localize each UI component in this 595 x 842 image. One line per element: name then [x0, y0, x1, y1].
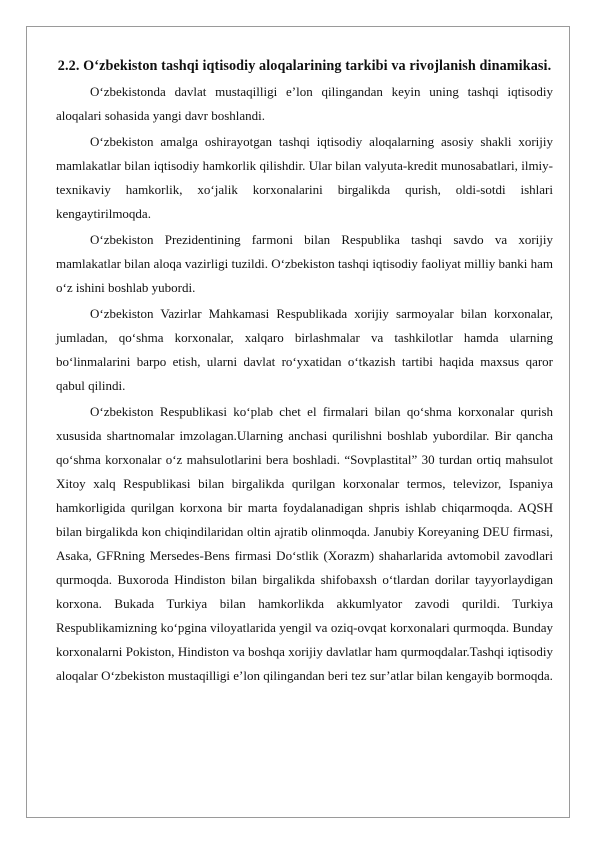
paragraph-5: O‘zbekiston Respublikasi ko‘plab chet el firmalari bilan qo‘shma korxonalar qurish xususida shartnomalar imzolagan.Ularning anchasi qurilishni boshlab yubordilar. Bir qancha qo‘shma korxonalar o‘z mahsulotlarini bera boshladi. “Sovplastital” 30 turdan ortiq mahsulot Xitoy xalq Respublikasi bilan birgalikda qurilgan korxonalar termos, televizor, Ispaniya hamkorligida qurilgan korxona bir marta foydalanadigan shpris ishlab chiqarmoqda. AQSH bilan birgalikda kon chiqindilaridan oltin ajratib olinmoqda. Janubiy Koreyaning DEU firmasi, Asaka, GFRning Mersedes-Bens firmasi Do‘stlik (Xorazm) shaharlarida avtomobil zavodlari qurmoqda. Buxoroda Hindiston bilan birgalikda shifobaxsh o‘tlardan dorilar tayyorlaydigan korxona. Bukada Turkiya bilan hamkorlikda akkumlyator zavodi qurildi. Turkiya Respublikamizning ko‘pgina viloyatlarida yengil va oziq-ovqat korxonalari qurmoqda. Bunday korxonalarni Pokiston, Hindiston va boshqa xorijiy davlatlar ham qurmoqdalar.Tashqi iqtisodiy aloqalar O‘zbekiston mustaqilligi e’lon qilingandan beri tez sur’atlar bilan kengayib bormoqda. [56, 404, 553, 683]
paragraph-1: O‘zbekistonda davlat mustaqilligi e’lon qilingandan keyin uning tashqi iqtisodiy aloqalari sohasida yangi davr boshlandi. [56, 84, 553, 123]
document-body [56, 54, 553, 690]
paragraph-4: O‘zbekiston Vazirlar Mahkamasi Respublikada xorijiy sarmoyalar bilan korxonalar, jumladan, qo‘shma korxonalar, xalqaro birlashmalar va tashkilotlar hamda ularning bo‘linmalarini barpo etish, ularni davlat ro‘yxatidan o‘tkazish tartibi haqida maxsus qaror qabul qilindi. [56, 306, 553, 393]
paragraph-3: O‘zbekiston Prezidentining farmoni bilan Respublika tashqi savdo va xorijiy mamlakatlar bilan aloqa vazirligi tuzildi. O‘zbekiston tashqi iqtisodiy faoliyat milliy banki ham o‘z ishini boshlab yubordi. [56, 232, 553, 295]
section-heading: 2.2. O‘zbekiston tashqi iqtisodiy aloqalarining tarkibi va rivojlanish dinamikasi. [57, 58, 552, 74]
paragraph-2: O‘zbekiston amalga oshirayotgan tashqi iqtisodiy aloqalarning asosiy shakli xorijiy mamlakatlar bilan iqtisodiy hamkorlik qilishdir. Ular bilan valyuta-kredit munosabatlari, ilmiy-texnikaviy hamkorlik, xo‘jalik korxonalarini birgalikda qurish, oldi-sotdi ishlari kengaytirilmoqda. [56, 134, 553, 221]
